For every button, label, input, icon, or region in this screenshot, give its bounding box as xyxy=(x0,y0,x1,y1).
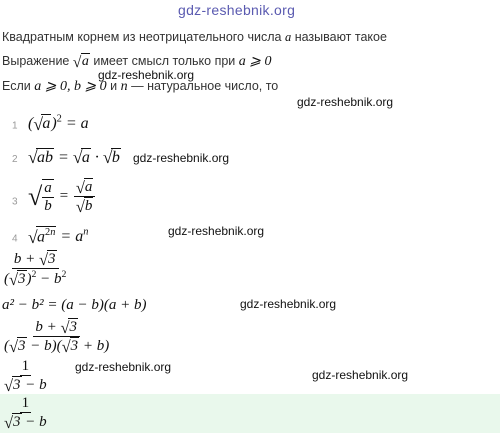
property-1: 1 ( √ a)$^2$ = a xyxy=(12,113,89,134)
watermark: gdz-reshebnik.org xyxy=(133,151,230,165)
watermark: gdz-reshebnik.org xyxy=(312,368,409,382)
watermark: gdz-reshebnik.org xyxy=(75,360,172,374)
watermark: gdz-reshebnik.org xyxy=(297,95,394,109)
definition-line-3: Если a ⩾ 0, b ⩾ 0 и n — натуральное число, то xyxy=(2,79,279,94)
property-3: 3 √ $\frac{a}{b}$ = √ a √ b xyxy=(12,178,95,215)
step-3: b + √ 3 ( √ 3 − b)( √ 3 + b) xyxy=(4,317,110,356)
watermark-top: gdz-reshebnik.org xyxy=(178,2,296,18)
watermark: gdz-reshebnik.org xyxy=(240,297,337,311)
watermark: gdz-reshebnik.org xyxy=(168,224,265,238)
property-4: 4 √ $a^{2n} = a^n$ xyxy=(12,226,89,247)
highlight-band xyxy=(0,394,500,433)
step-2: a² − b² = (a − b)(a + b) xyxy=(2,297,147,313)
step-1: b + √ 3 ( √ $3)^2 - b^2$ xyxy=(4,249,67,289)
definition-line-2: Выражение √ a имеет смысл только при a ⩾ 0 xyxy=(2,53,272,71)
final-answer: 1 √ 3 − b xyxy=(4,395,47,432)
step-4: 1 √ 3 − b xyxy=(4,358,47,395)
definition-line-1: Квадратным корнем из неотрицательного числа a называют такое xyxy=(2,30,387,44)
property-2: 2 √ ab = √ a · √ b xyxy=(12,147,120,168)
watermark: gdz-reshebnik.org xyxy=(98,68,195,82)
